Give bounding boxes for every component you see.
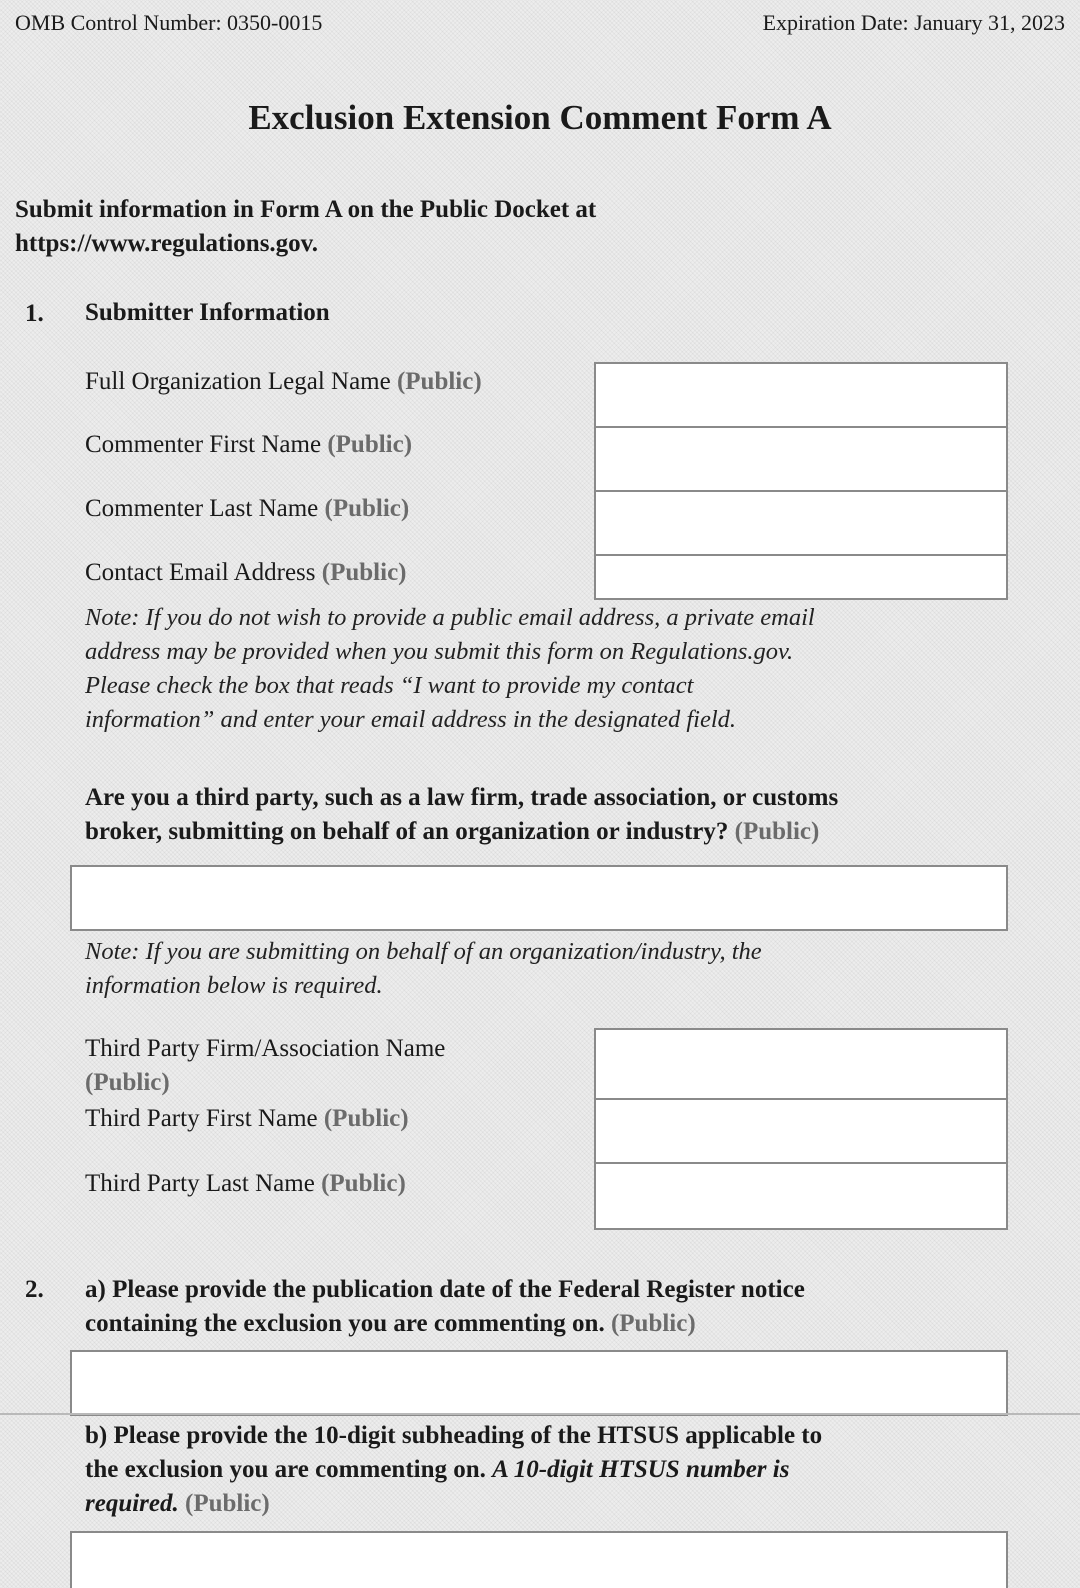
third-party-answer-input[interactable] <box>70 865 1008 931</box>
third-party-first-name-label <box>85 1102 409 1136</box>
org-name-input[interactable] <box>594 362 1008 428</box>
third-party-firm-input[interactable] <box>594 1028 1008 1100</box>
public-tag: (Public) <box>323 1105 409 1132</box>
last-name-input[interactable] <box>594 490 1008 556</box>
third-party-note-line-2: information below is required. <box>85 972 383 999</box>
public-tag: (Public) <box>734 818 820 845</box>
third-party-last-name-label <box>85 1167 406 1201</box>
page-break-divider <box>0 1413 1080 1415</box>
page-title: Exclusion Extension Comment Form A <box>248 98 832 137</box>
section-2b-text: the exclusion you are commenting on. <box>85 1456 486 1483</box>
first-name-label <box>85 428 412 462</box>
email-note-line-4: information” and enter your email address in the designated field. <box>85 706 737 733</box>
third-party-question-line-2 <box>85 815 819 849</box>
public-tag: (Public) <box>610 1310 696 1337</box>
first-name-label-text: Commenter First Name <box>85 431 322 458</box>
first-name-input[interactable] <box>594 426 1008 492</box>
last-name-label-text: Commenter Last Name <box>85 495 319 522</box>
omb-control-number: OMB Control Number: 0350-0015 <box>15 10 323 35</box>
email-input[interactable] <box>594 554 1008 600</box>
section-2b-required-end: required. <box>85 1490 179 1517</box>
public-tag: (Public) <box>324 495 410 522</box>
public-tag: (Public) <box>185 1490 270 1517</box>
section-2a-line-2 <box>85 1307 696 1341</box>
third-party-note-line-1: Note: If you are submitting on behalf of an organization/industry, the <box>85 938 762 965</box>
section-2b-line-3 <box>85 1487 270 1521</box>
public-tag: (Public) <box>396 368 482 395</box>
public-tag: (Public) <box>85 1069 170 1096</box>
section-1-heading: Submitter Information <box>85 299 330 326</box>
third-party-last-name-input[interactable] <box>594 1162 1008 1230</box>
third-party-question-text: broker, submitting on behalf of an organization or industry? <box>85 818 729 845</box>
intro-line-2: https://www.regulations.gov. <box>15 230 319 257</box>
section-2b-line-1: b) Please provide the 10-digit subheading of the HTSUS applicable to <box>85 1422 823 1449</box>
email-note-line-1: Note: If you do not wish to provide a public email address, a private email <box>85 604 815 631</box>
email-note-line-3: Please check the box that reads “I want to provide my contact <box>85 672 694 699</box>
public-tag: (Public) <box>321 559 407 586</box>
email-label-text: Contact Email Address <box>85 559 316 586</box>
third-party-first-name-text: Third Party First Name <box>85 1105 318 1132</box>
section-2b-required-text: A 10-digit HTSUS number is <box>492 1456 790 1483</box>
section-1-number: 1. <box>25 300 44 327</box>
third-party-last-name-text: Third Party Last Name <box>85 1170 315 1197</box>
htsus-subheading-input[interactable] <box>70 1531 1008 1588</box>
section-2b-line-2 <box>85 1453 789 1487</box>
org-name-label-text: Full Organization Legal Name <box>85 368 391 395</box>
email-label <box>85 556 407 590</box>
intro-line-1: Submit information in Form A on the Public Docket at <box>15 196 597 223</box>
org-name-label <box>85 365 482 399</box>
public-tag: (Public) <box>321 1170 406 1197</box>
public-tag: (Public) <box>327 431 413 458</box>
third-party-first-name-input[interactable] <box>594 1098 1008 1164</box>
section-2a-text: containing the exclusion you are commenting on. <box>85 1310 605 1337</box>
third-party-firm-label: Third Party Firm/Association Name <box>85 1035 446 1062</box>
section-2a-line-1: a) Please provide the publication date of the Federal Register notice <box>85 1276 805 1303</box>
expiration-date: Expiration Date: January 31, 2023 <box>762 10 1065 35</box>
third-party-question-line-1: Are you a third party, such as a law firm, trade association, or customs <box>85 784 839 811</box>
last-name-label <box>85 492 409 526</box>
section-2-number: 2. <box>25 1276 44 1303</box>
publication-date-input[interactable] <box>70 1350 1008 1416</box>
email-note-line-2: address may be provided when you submit this form on Regulations.gov. <box>85 638 794 665</box>
